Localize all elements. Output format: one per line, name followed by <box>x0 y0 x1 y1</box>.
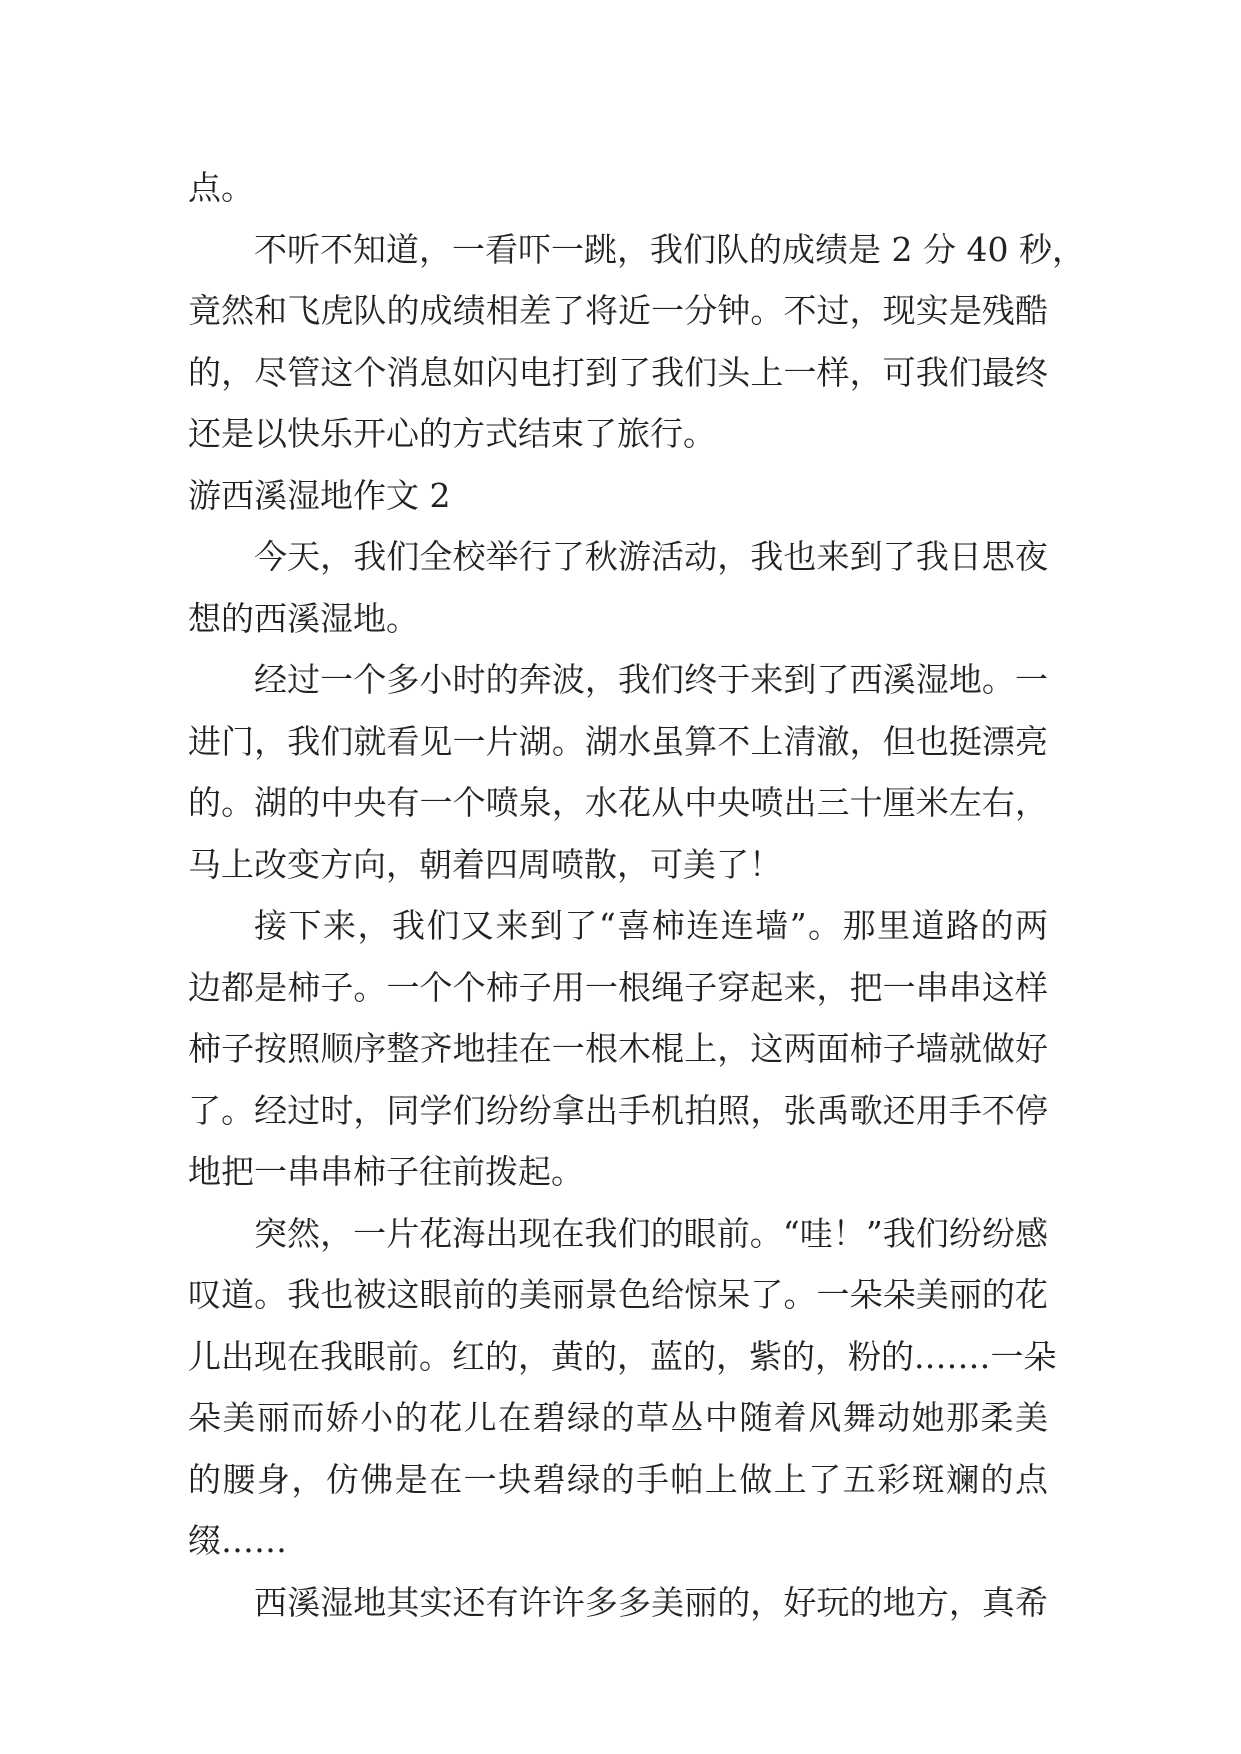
text-line: 不听不知道，一看吓一跳，我们队的成绩是 2 分 40 秒， <box>254 229 1085 269</box>
text-line: 柿子按照顺序整齐地挂在一根木棍上，这两面柿子墙就做好 <box>188 1029 1048 1068</box>
text-line: 的。湖的中央有一个喷泉，水花从中央喷出三十厘米左右， <box>188 783 1048 822</box>
text-line: 突然，一片花海出现在我们的眼前。“哇！”我们纷纷感 <box>254 1213 1048 1253</box>
text-line: 点。 <box>188 168 254 207</box>
text-line: 经过一个多小时的奔波，我们终于来到了西溪湿地。一 <box>254 660 1048 699</box>
text-line: 马上改变方向，朝着四周喷散，可美了！ <box>188 844 782 884</box>
text-line: 叹道。我也被这眼前的美丽景色给惊呆了。一朵朵美丽的花 <box>188 1275 1048 1314</box>
section-heading: 游西溪湿地作文 2 <box>188 475 451 515</box>
text-line: 朵美丽而娇小的花儿在碧绿的草丛中随着风舞动她那柔美 <box>188 1398 1048 1437</box>
text-line: 了。经过时，同学们纷纷拿出手机拍照，张禹歌还用手不停 <box>188 1090 1048 1130</box>
text-line: 边都是柿子。一个个柿子用一根绳子穿起来，把一串串这样 <box>188 967 1048 1007</box>
text-line: 想的西溪湿地。 <box>188 598 419 638</box>
text-line: 地把一串串柿子往前拨起。 <box>188 1152 584 1191</box>
text-line: 西溪湿地其实还有许许多多美丽的，好玩的地方，真希 <box>254 1582 1048 1622</box>
text-line: 接下来，我们又来到了“喜柿连连墙”。那里道路的两 <box>254 906 1048 945</box>
document-body <box>188 157 1085 1633</box>
text-line: 的，尽管这个消息如闪电打到了我们头上一样，可我们最终 <box>188 352 1048 392</box>
text-line: 竟然和飞虎队的成绩相差了将近一分钟。不过，现实是残酷 <box>188 291 1048 330</box>
text-line: 今天，我们全校举行了秋游活动，我也来到了我日思夜 <box>254 537 1048 576</box>
text-line: 缀…… <box>188 1521 287 1560</box>
text-line: 儿出现在我眼前。红的，黄的，蓝的，紫的，粉的.……一朵 <box>188 1336 1057 1376</box>
text-line: 还是以快乐开心的方式结束了旅行。 <box>188 414 716 453</box>
text-line: 的腰身，仿佛是在一块碧绿的手帕上做上了五彩斑斓的点 <box>188 1459 1048 1499</box>
text-line: 进门，我们就看见一片湖。湖水虽算不上清澈，但也挺漂亮 <box>188 721 1048 761</box>
